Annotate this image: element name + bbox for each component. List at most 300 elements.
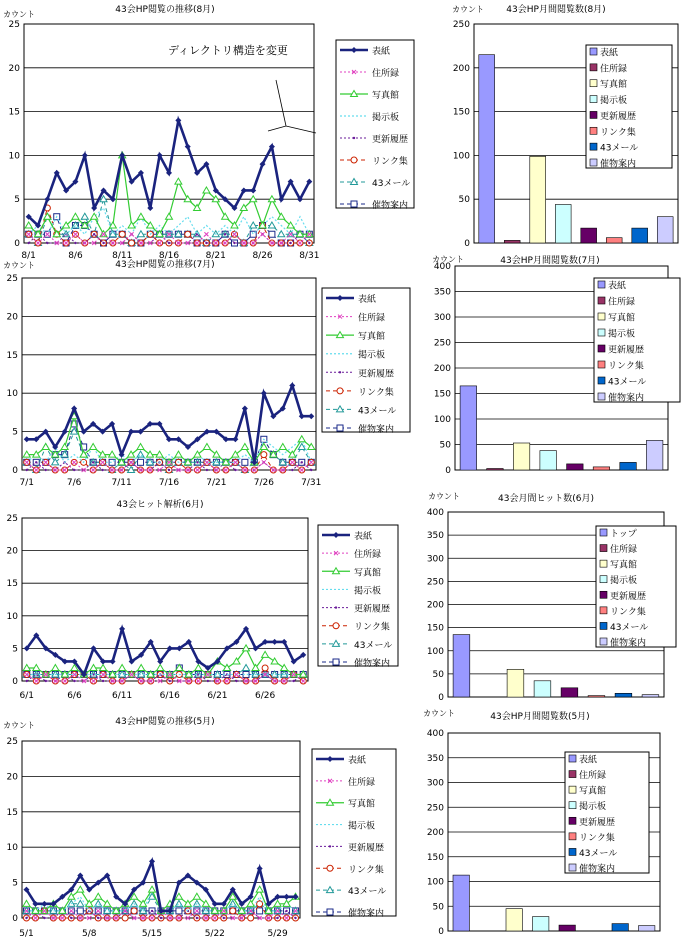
legend-label: 43メール: [348, 887, 387, 898]
legend-label: 掲示板: [608, 329, 636, 340]
data-point: [247, 900, 254, 906]
legend-label: 43メール: [600, 143, 639, 154]
legend-label: 催物案内: [600, 159, 637, 170]
data-point: [91, 213, 98, 219]
legend-swatch: [600, 622, 607, 629]
data-point: [250, 196, 257, 202]
y-tick-label: 50: [432, 902, 444, 913]
bar-chart: [452, 3, 678, 249]
data-point: [193, 893, 200, 899]
legend-swatch: [590, 80, 597, 87]
y-tick-label: 100: [433, 415, 451, 425]
y-axis-label: カウント: [428, 492, 460, 501]
data-point: [196, 917, 198, 919]
bar: [453, 875, 469, 931]
data-point: [151, 910, 153, 912]
annotation-bracket: [268, 126, 316, 133]
x-tick-label: 8/6: [68, 251, 83, 261]
y-tick-label: 5: [12, 878, 18, 889]
chart-title: 43会HP閲覧の推移(7月): [115, 260, 215, 270]
legend-label: 催物案内: [579, 864, 616, 875]
bar: [487, 469, 504, 471]
data-point: [23, 900, 30, 906]
data-point: [261, 232, 265, 236]
legend-label: 43メール: [608, 377, 647, 388]
legend-label: 表紙: [372, 47, 391, 57]
bar: [593, 467, 610, 470]
legend-swatch: [590, 143, 597, 150]
bar: [555, 205, 571, 244]
bar: [657, 217, 673, 243]
y-tick-label: 0: [445, 466, 451, 476]
legend-label: 更新履歴: [358, 369, 395, 380]
y-tick-label: 250: [433, 338, 451, 349]
legend-label: リンク集: [354, 622, 390, 633]
data-point: [129, 240, 135, 246]
data-point: [138, 459, 144, 465]
data-point: [52, 664, 59, 670]
legend-marker: [327, 865, 333, 871]
y-tick-label: 50: [439, 440, 451, 451]
y-tick-label: 15: [8, 107, 20, 118]
legend-label: 43メール: [579, 848, 618, 859]
y-tick-label: 250: [426, 803, 444, 814]
data-point: [147, 205, 153, 211]
legend-label: リンク集: [610, 607, 646, 618]
y-tick-label: 250: [426, 577, 444, 588]
bar: [620, 462, 637, 470]
x-tick-label: 7/1: [19, 478, 34, 488]
bar: [567, 464, 584, 470]
legend-label: 写真館: [354, 568, 382, 579]
legend-label: 43メール: [372, 179, 411, 189]
legend-marker: [337, 425, 343, 431]
legend-label: 43メール: [610, 622, 649, 633]
data-point: [242, 459, 248, 465]
annotation-pointer: [276, 80, 286, 126]
x-tick-label: 8/31: [299, 251, 320, 261]
legend-label: 写真館: [600, 80, 628, 91]
legend-label: 掲示板: [579, 802, 607, 813]
legend-swatch: [600, 560, 607, 567]
legend-label: リンク集: [358, 387, 394, 398]
data-point: [205, 242, 207, 244]
data-point: [95, 893, 102, 899]
bar: [588, 696, 605, 697]
y-tick-label: 200: [426, 828, 444, 838]
y-tick-label: 0: [464, 239, 470, 249]
bar: [506, 909, 522, 931]
data-point: [46, 242, 48, 244]
legend-swatch: [569, 786, 576, 793]
y-tick-label: 5: [12, 427, 18, 438]
bar: [581, 228, 597, 243]
data-point: [137, 213, 144, 219]
legend-marker: [335, 606, 337, 608]
data-point: [262, 651, 269, 657]
legend-label: 住所録: [610, 545, 638, 556]
legend-label: 表紙: [348, 756, 367, 766]
legend-label: 更新履歴: [579, 817, 616, 828]
legend-marker: [327, 909, 333, 915]
legend-marker: [351, 157, 357, 163]
data-point: [176, 908, 182, 914]
x-tick-label: 5/29: [267, 929, 288, 939]
data-point: [185, 231, 191, 237]
x-tick-label: 8/11: [112, 251, 133, 261]
bar: [504, 240, 520, 243]
y-axis-label: カウント: [432, 255, 464, 264]
legend-label: 掲示板: [348, 821, 376, 832]
data-point: [122, 915, 128, 921]
x-tick-label: 8/26: [252, 251, 273, 261]
legend-swatch: [598, 393, 605, 400]
x-tick-label: 5/8: [82, 929, 97, 939]
data-point: [119, 664, 126, 670]
data-point: [268, 196, 275, 202]
x-tick-label: 6/1: [19, 691, 35, 701]
x-tick-label: 7/11: [111, 478, 132, 488]
x-tick-label: 8/16: [158, 251, 180, 261]
data-point: [243, 664, 250, 670]
legend-swatch: [600, 591, 607, 598]
y-tick-label: 200: [452, 63, 470, 74]
legend-label: 写真館: [372, 91, 400, 101]
data-point: [102, 242, 104, 244]
bar: [646, 440, 663, 470]
data-point: [235, 680, 237, 682]
legend-label: 掲示板: [354, 586, 382, 597]
data-point: [203, 443, 210, 449]
legend-swatch: [598, 361, 605, 368]
data-point: [293, 680, 295, 682]
data-point: [206, 469, 208, 471]
chart-title: 43会HP閲覧の推移(8月): [115, 5, 215, 15]
annotation-text: ディレクトリ構造を変更: [168, 44, 288, 57]
data-point: [35, 461, 37, 463]
y-tick-label: 20: [8, 63, 20, 74]
y-tick-label: 10: [6, 611, 18, 622]
data-point: [137, 443, 144, 449]
x-tick-label: 7/31: [301, 478, 322, 488]
y-tick-label: 100: [426, 877, 444, 888]
line-chart: [7, 498, 398, 701]
y-tick-label: 50: [432, 669, 444, 680]
data-point: [308, 242, 310, 244]
data-point: [25, 222, 32, 228]
y-tick-label: 25: [8, 20, 20, 30]
legend-label: リンク集: [608, 361, 644, 372]
legend-label: 写真館: [608, 313, 636, 324]
x-tick-label: 5/22: [204, 929, 225, 939]
x-tick-label: 5/15: [141, 929, 163, 939]
bar: [479, 55, 495, 243]
data-point: [234, 469, 236, 471]
y-tick-label: 10: [6, 389, 18, 400]
data-point: [233, 242, 235, 244]
legend-swatch: [598, 377, 605, 384]
data-point: [184, 196, 191, 202]
bar: [559, 925, 575, 931]
y-tick-label: 350: [426, 531, 444, 542]
legend-label: 写真館: [610, 560, 638, 571]
data-point: [262, 665, 268, 671]
legend-swatch: [569, 864, 576, 871]
bar: [534, 681, 551, 697]
data-point: [77, 886, 84, 892]
legend-label: リンク集: [600, 127, 636, 138]
legend-label: 更新履歴: [372, 135, 409, 145]
data-point: [232, 436, 238, 442]
y-tick-label: 400: [433, 262, 451, 272]
data-point: [204, 232, 208, 236]
data-point: [27, 242, 29, 244]
y-tick-label: 150: [433, 389, 451, 400]
y-tick-label: 250: [452, 20, 470, 30]
legend-label: 写真館: [358, 332, 386, 343]
data-point: [269, 231, 275, 237]
legend-label: 催物案内: [354, 659, 391, 669]
legend-swatch: [569, 755, 576, 762]
y-tick-label: 400: [426, 729, 444, 739]
data-point: [276, 917, 278, 919]
bar: [639, 926, 655, 931]
data-point: [285, 910, 287, 912]
data-point: [42, 443, 49, 449]
legend-swatch: [590, 96, 597, 103]
x-tick-label: 8/21: [205, 251, 226, 261]
y-tick-label: 10: [8, 151, 20, 162]
legend-label: 表紙: [354, 532, 373, 542]
y-tick-label: 350: [426, 753, 444, 764]
data-point: [92, 461, 94, 463]
legend-swatch: [598, 313, 605, 320]
chart-title: 43会HP月間閲覧数(5月): [490, 712, 590, 722]
x-tick-label: 7/26: [253, 478, 274, 488]
data-point: [207, 680, 209, 682]
bar: [513, 443, 530, 470]
legend-label: 催物案内: [608, 393, 645, 404]
legend-label: 更新履歴: [600, 111, 637, 122]
x-tick-label: 7/16: [158, 478, 180, 488]
legend-label: トップ: [610, 529, 637, 540]
data-point: [294, 917, 296, 919]
data-point: [43, 917, 45, 919]
legend-swatch: [569, 848, 576, 855]
y-tick-label: 15: [6, 807, 18, 818]
data-point: [299, 413, 305, 419]
data-point: [284, 894, 290, 900]
bar: [632, 228, 648, 243]
data-point: [279, 443, 286, 449]
data-point: [257, 901, 263, 907]
y-axis-label: カウント: [423, 709, 455, 718]
data-point: [310, 469, 312, 471]
legend-label: 催物案内: [348, 909, 385, 919]
data-point: [138, 664, 145, 670]
legend-swatch: [600, 529, 607, 536]
data-point: [250, 222, 257, 228]
bar: [533, 917, 549, 931]
data-point: [291, 469, 293, 471]
legend-label: 住所録: [372, 69, 400, 79]
y-tick-label: 0: [438, 693, 444, 703]
y-tick-label: 20: [6, 546, 18, 557]
y-axis-label: カウント: [3, 261, 35, 270]
data-point: [175, 178, 182, 184]
data-point: [222, 213, 229, 219]
data-point: [101, 469, 103, 471]
y-tick-label: 150: [426, 852, 444, 863]
data-point: [223, 917, 225, 919]
legend-marker: [351, 201, 357, 207]
legend-swatch: [600, 638, 607, 645]
legend-swatch: [590, 64, 597, 71]
legend-swatch: [590, 159, 597, 166]
line-chart: [3, 715, 396, 939]
bar-chart: [432, 254, 680, 476]
data-point: [74, 242, 76, 244]
legend-marker: [337, 388, 343, 394]
data-point: [130, 232, 134, 236]
y-tick-label: 0: [14, 239, 20, 249]
y-tick-label: 0: [12, 914, 18, 924]
data-point: [256, 886, 263, 892]
legend-label: 催物案内: [358, 425, 395, 435]
line-chart: [3, 3, 414, 261]
data-point: [81, 213, 88, 219]
y-tick-label: 0: [12, 677, 18, 687]
legend-label: 43メール: [354, 640, 393, 651]
chart-title: 43会HP月間閲覧数(8月): [506, 5, 606, 15]
data-point: [289, 242, 291, 244]
y-tick-label: 5: [12, 644, 18, 655]
y-tick-label: 100: [452, 151, 470, 162]
legend-label: 更新履歴: [348, 843, 385, 854]
y-tick-label: 5: [14, 195, 20, 206]
data-point: [169, 680, 171, 682]
data-point: [223, 664, 230, 670]
y-tick-label: 15: [6, 350, 18, 361]
legend-swatch: [590, 127, 597, 134]
bar: [460, 386, 477, 470]
data-point: [77, 908, 83, 914]
legend-marker: [333, 659, 339, 665]
y-tick-label: 400: [426, 508, 444, 518]
line-chart: [3, 258, 410, 488]
bar: [615, 693, 632, 697]
x-tick-label: 7/6: [66, 478, 82, 488]
data-point: [168, 242, 170, 244]
data-point: [243, 645, 250, 651]
bar: [453, 635, 470, 697]
data-point: [278, 231, 285, 237]
data-point: [166, 213, 173, 219]
data-point: [261, 452, 267, 458]
bar: [612, 924, 628, 931]
legend-label: 催物案内: [610, 638, 647, 649]
data-point: [268, 222, 275, 228]
data-point: [25, 917, 27, 919]
y-tick-label: 300: [433, 313, 451, 323]
x-tick-label: 5/1: [19, 929, 34, 939]
legend-label: リンク集: [348, 865, 384, 876]
data-point: [175, 451, 182, 457]
legend-label: 表紙: [600, 48, 619, 59]
chart-title: 43会HP閲覧の推移(5月): [115, 717, 215, 727]
y-tick-label: 0: [12, 466, 18, 476]
bar-chart: [427, 492, 676, 703]
data-point: [70, 917, 72, 919]
legend-label: 住所録: [579, 771, 607, 782]
y-tick-label: 50: [458, 195, 470, 206]
data-point: [73, 469, 75, 471]
y-axis-label: カウント: [3, 721, 35, 730]
y-tick-label: 150: [426, 623, 444, 634]
data-point: [157, 664, 164, 670]
data-point: [26, 680, 28, 682]
legend-label: 催物案内: [372, 201, 409, 211]
data-point: [298, 436, 305, 442]
chart-title: 43会HP月間閲覧数(7月): [500, 256, 600, 266]
y-tick-label: 350: [433, 287, 451, 298]
data-point: [160, 917, 162, 919]
legend-swatch: [600, 545, 607, 552]
legend-swatch: [598, 329, 605, 336]
x-tick-label: 6/21: [207, 691, 228, 701]
x-tick-label: 6/16: [159, 691, 180, 701]
legend-swatch: [600, 576, 607, 583]
y-axis-label: カウント: [452, 5, 484, 14]
legend-swatch: [590, 48, 597, 55]
data-point: [45, 680, 47, 682]
data-point: [119, 231, 125, 237]
x-tick-label: 6/11: [111, 691, 133, 701]
data-point: [262, 460, 266, 464]
y-tick-label: 25: [6, 514, 18, 524]
legend-label: 表紙: [358, 295, 377, 305]
data-point: [278, 213, 285, 219]
legend-label: 更新履歴: [608, 345, 645, 356]
y-tick-label: 300: [426, 778, 444, 789]
legend-label: 掲示板: [610, 576, 638, 587]
legend-label: 掲示板: [358, 350, 386, 361]
data-point: [110, 658, 116, 664]
legend-label: 写真館: [348, 799, 376, 810]
bar: [530, 156, 546, 243]
legend-label: 更新履歴: [354, 604, 391, 615]
legend-label: 更新履歴: [610, 591, 647, 602]
data-point: [45, 469, 47, 471]
data-point: [72, 213, 79, 219]
legend-swatch: [569, 833, 576, 840]
y-tick-label: 300: [426, 554, 444, 565]
bar: [540, 451, 557, 470]
data-point: [102, 680, 104, 682]
y-tick-label: 25: [6, 274, 18, 284]
bar: [507, 669, 524, 697]
legend-label: 住所録: [600, 64, 628, 75]
data-point: [257, 908, 263, 914]
y-tick-label: 20: [6, 312, 18, 323]
data-point: [24, 436, 30, 442]
legend-label: 43メール: [358, 406, 397, 417]
legend-label: 掲示板: [600, 96, 628, 107]
chart-title: 43会月間ヒット数(6月): [498, 494, 594, 504]
data-point: [272, 639, 278, 645]
y-tick-label: 20: [6, 772, 18, 783]
data-point: [257, 865, 263, 871]
